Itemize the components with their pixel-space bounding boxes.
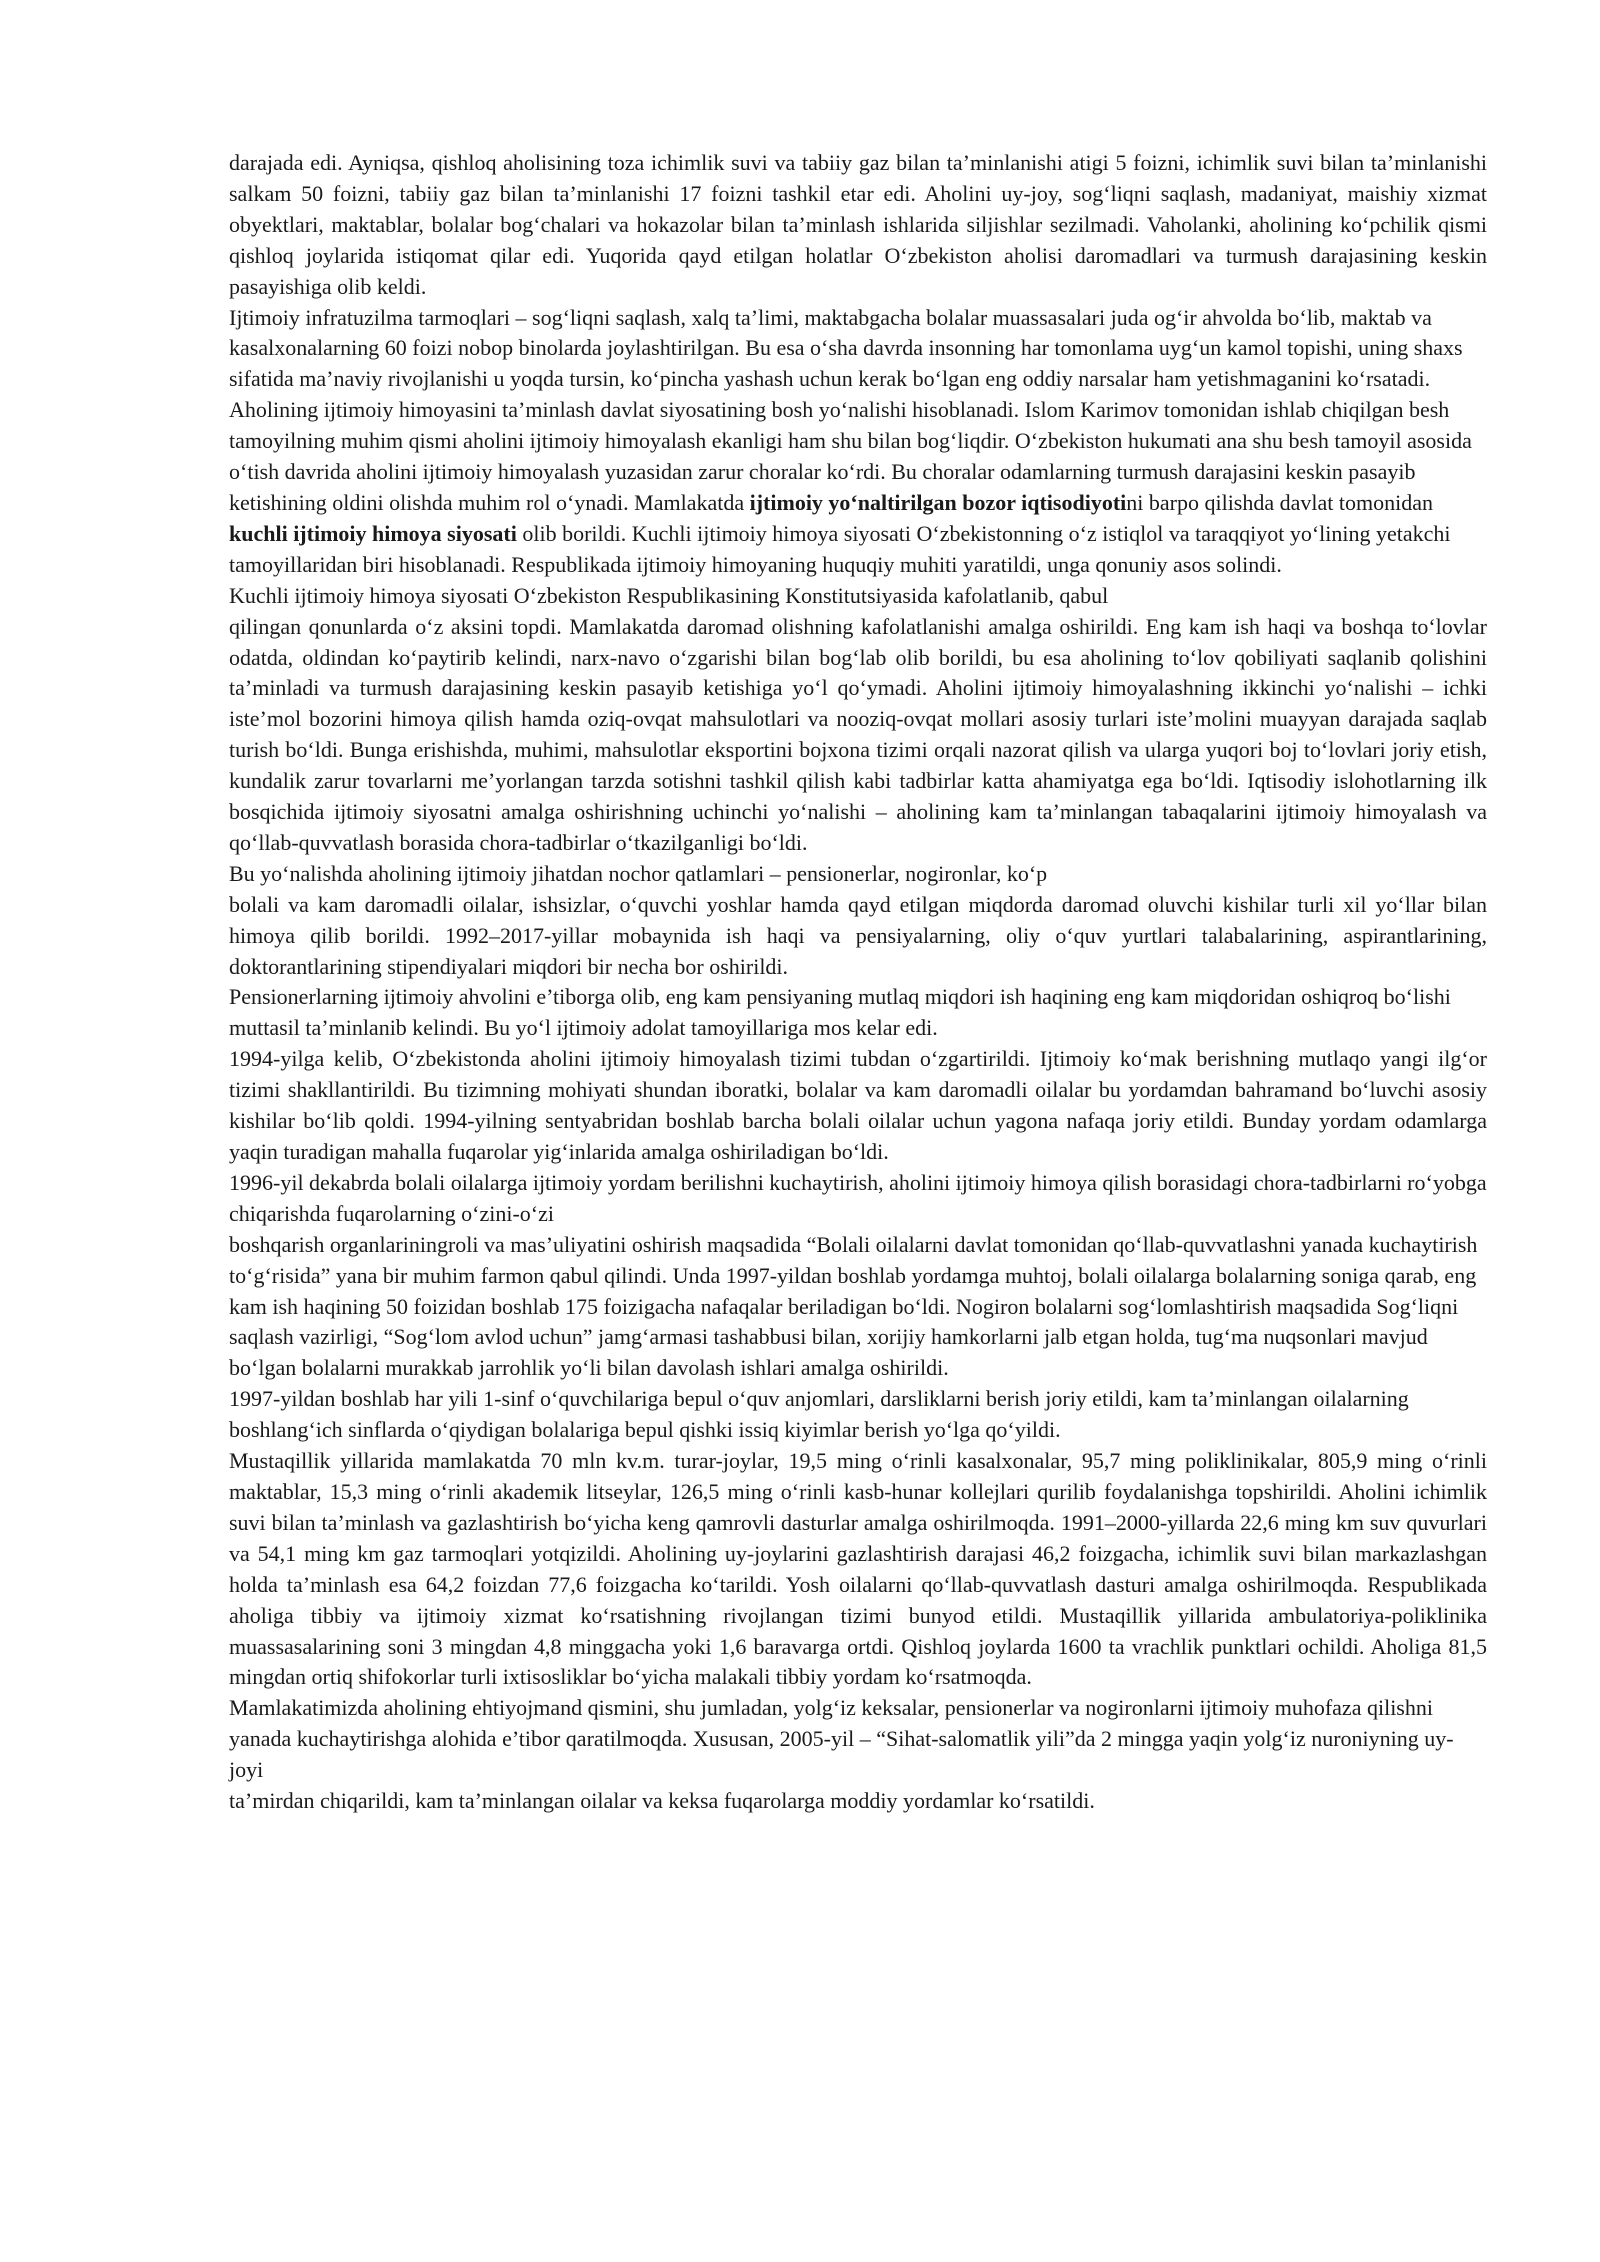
text-run: boshqarish organlariningroli va mas’uliyatini oshirish maqsadida “Bolali oilalarni davlat tomonidan qo‘llab-quvvatlashni yanada kuchaytirish to‘g‘risida” yana bir muhim farmon qabul qilindi. Unda 1997-yildan boshlab yordamga muhtoj, bolali oilalarga bolalarning soniga qarab, eng kam ish haqining 50 foizidan boshlab 175 foizigacha nafaqalar beriladigan bo‘ldi. Nogiron bolalarni sog‘lomlashtirish maqsadida Sog‘liqni saqlash vazirligi, “Sog‘lom avlod uchun” jamg‘armasi tashabbusi bilan, xorijiy hamkorlarni jalb etgan holda, tug‘ma nuqsonlari mavjud bo‘lgan bolalarni murakkab jarrohlik yo‘li bilan davolash ishlari amalga oshirildi. — [229, 1231, 1478, 1381]
paragraph-4 — [229, 581, 1487, 612]
text-run: Mamlakatimizda aholining ehtiyojmand qismini, shu jumladan, yolg‘iz keksalar, pensionerlar va nogironlarni ijtimoiy muhofaza qilishni yanada kuchaytirishga alohida e’tibor qaratilmoqda. Xususan, 2005-yil – “Sihat-salomatlik yili”da 2 mingga yaqin yolg‘iz nuroniyning uy-joyi — [229, 1695, 1454, 1783]
paragraph-2 — [229, 303, 1487, 396]
text-run: darajada edi. Ayniqsa, qishloq aholisining toza ichimlik suvi va tabiiy gaz bilan ta’minlanishi atigi 5 foizni, ichimlik suvi bilan ta’minlanishi salkam 50 foizni, tabiiy gaz bilan ta’minlanishi 17 foizni tashkil etar edi. Aholini uy-joy, sog‘liqni saqlash, madaniyat, maishiy xizmat obyektlari, maktablar, bolalar bog‘chalari va hokazolar bilan ta’minlash ishlarida siljishlar sezilmadi. Vaholanki, aholining ko‘pchilik qismi qishloq joylarida istiqomat qilar edi. Yuqorida qayd etilgan holatlar O‘zbekiston aholisi daromadlari va turmush darajasining keskin pasayishiga olib keldi. — [229, 150, 1487, 299]
text-run: Kuchli ijtimoiy himoya siyosati O‘zbekiston Respublikasining Konstitutsiyasida kafolatlanib, qabul — [229, 582, 1109, 608]
text-run: ta’mirdan chiqarildi, kam ta’minlangan oilalar va keksa fuqarolarga moddiy yordamlar ko‘rsatildi. — [229, 1788, 1095, 1814]
paragraph-11 — [229, 1230, 1487, 1385]
bold-text: kuchli ijtimoiy himoya siyosati — [229, 520, 517, 546]
paragraph-15 — [229, 1786, 1487, 1817]
document-page — [229, 148, 1487, 1817]
text-run: 1994-yilga kelib, O‘zbekistonda aholini ijtimoiy himoyalash tizimi tubdan o‘zgartirildi. Ijtimoiy ko‘mak berishning mutlaqo yangi ilg‘or tizimi shakllantirildi. Bu tizimning mohiyati shundan iboratki, bolalar va kam daromadli oilalar bu yordamdan bahramand bo‘luvchi asosiy kishilar bo‘lib qoldi. 1994-yilning sentyabridan boshlab barcha bolali oilalar uchun yagona nafaqa joriy etildi. Bunday yordam odamlarga yaqin turadigan mahalla fuqarolar yig‘inlarida amalga oshiriladigan bo‘ldi. — [229, 1046, 1487, 1164]
paragraph-3 — [229, 395, 1487, 580]
text-run: Pensionerlarning ijtimoiy ahvolini e’tiborga olib, eng kam pensiyaning mutlaq miqdori ish haqining eng kam miqdoridan oshiqroq bo‘lishi muttasil ta’minlanib kelindi. Bu yo‘l ijtimoiy adolat tamoyillariga mos kelar edi. — [229, 984, 1451, 1041]
text-run: ni barpo qilishda davlat tomonidan — [1126, 489, 1433, 515]
paragraph-12 — [229, 1384, 1487, 1446]
paragraph-13 — [229, 1446, 1487, 1693]
paragraph-5 — [229, 612, 1487, 859]
paragraph-14 — [229, 1693, 1487, 1786]
text-run: Ijtimoiy infratuzilma tarmoqlari – sog‘liqni saqlash, xalq ta’limi, maktabgacha bolalar muassasalari juda og‘ir ahvolda bo‘lib, maktab va kasalxonalarning 60 foizi nobop binolarda joylashtirilgan. Bu esa o‘sha davrda insonning har tomonlama uyg‘un kamol topishi, uning shaxs sifatida ma’naviy rivojlanishi u yoqda tursin, ko‘pincha yashash uchun kerak bo‘lgan eng oddiy narsalar ham yetishmaganini ko‘rsatadi. — [229, 304, 1463, 392]
bold-text: ijtimoiy yo‘naltirilgan bozor iqtisodiyoti — [749, 489, 1127, 515]
text-run: 1996-yil dekabrda bolali oilalarga ijtimoiy yordam berilishni kuchaytirish, aholini ijtimoiy himoya qilish borasidagi chora-tadbirlarni ro‘yobga chiqarishda fuqarolarning o‘zini-o‘zi — [229, 1169, 1487, 1226]
text-run: Mustaqillik yillarida mamlakatda 70 mln kv.m. turar-joylar, 19,5 ming o‘rinli kasalxonalar, 95,7 ming poliklinikalar, 805,9 ming o‘rinli maktablar, 15,3 ming o‘rinli akademik litseylar, 126,5 ming o‘rinli kasb-hunar kollejlari qurilib foydalanishga topshirildi. Aholini ichimlik suvi bilan ta’minlash va gazlashtirish bo‘yicha keng qamrovli dasturlar amalga oshirilmoqda. 1991–2000-yillarda 22,6 ming km suv quvurlari va 54,1 ming km gaz tarmoqlari yotqizildi. Aholining uy-joylarini gazlashtirish darajasi 46,2 foizgacha, ichimlik suvi bilan markazlashgan holda ta’minlash esa 64,2 foizdan 77,6 foizgacha ko‘tarildi. Yosh oilalarni qo‘llab-quvvatlash dasturi amalga oshirilmoqda. Respublikada aholiga tibbiy va ijtimoiy xizmat ko‘rsatishning rivojlangan tizimi bunyod etildi. Mustaqillik yillarida ambulatoriya-poliklinika muassasalarining soni 3 mingdan 4,8 minggacha yoki 1,6 baravarga ortdi. Qishloq joylarda 1600 ta vrachlik punktlari ochildi. Aholiga 81,5 mingdan ortiq shifokorlar turli ixtisosliklar bo‘yicha malakali tibbiy yordam ko‘rsatmoqda. — [229, 1448, 1487, 1690]
text-run: bolali va kam daromadli oilalar, ishsizlar, o‘quvchi yoshlar hamda qayd etilgan miqdorda daromad oluvchi kishilar turli xil yo‘llar bilan himoya qilib borildi. 1992–2017-yillar mobaynida ish haqi va pensiyalarning, oliy o‘quv yurtlari talabalarining, aspirantlarining, doktorantlarining stipendiyalari miqdori bir necha bor oshirildi. — [229, 891, 1487, 979]
text-run: Aholining ijtimoiy himoyasini ta’minlash davlat siyosatining bosh yo‘nalishi hisoblanadi. Islom Karimov tomonidan ishlab chiqilgan besh tamoyilning muhim qismi aholini ijtimoiy himoyalash ekanligi ham shu bilan bog‘liqdir. O‘zbekiston hukumati ana shu besh tamoyil asosida o‘tish davrida aholini ijtimoiy himoyalash yuzasidan zarur choralar ko‘rdi. Bu choralar odamlarning turmush darajasini keskin pasayib ketishining oldini olishda muhim rol o‘ynadi. Mamlakatda — [229, 397, 1472, 515]
text-run: Bu yo‘nalishda aholining ijtimoiy jihatdan nochor qatlamlari – pensionerlar, nogironlar, ko‘p — [229, 860, 1048, 886]
paragraph-9 — [229, 1044, 1487, 1168]
text-run: olib borildi. Kuchli ijtimoiy himoya siyosati O‘zbekistonning o‘z istiqlol va taraqqiyot yo‘lining yetakchi tamoyillaridan biri hisoblanadi. Respublikada ijtimoiy himoyaning huquqiy muhiti yaratildi, unga qonuniy asos solindi. — [229, 520, 1451, 577]
text-run: qilingan qonunlarda o‘z aksini topdi. Mamlakatda daromad olishning kafolatlanishi amalga oshirildi. Eng kam ish haqi va boshqa to‘lovlar odatda, oldindan ko‘paytirib kelindi, narx-navo o‘zgarishi bilan bog‘lab olib borildi, bu esa aholining to‘lov qobiliyati saqlanib qolishini ta’minladi va turmush darajasining keskin pasayib ketishiga yo‘l qo‘ymadi. Aholini ijtimoiy himoyalashning ikkinchi yo‘nalishi – ichki iste’mol bozorini himoya qilish hamda oziq-ovqat mahsulotlari va nooziq-ovqat mollari asosiy turlari iste’molini muayyan darajada saqlab turish bo‘ldi. Bunga erishishda, muhimi, mahsulotlar eksportini bojxona tizimi orqali nazorat qilish va ularga yuqori boj to‘lovlari joriy etish, kundalik zarur tovarlarni me’yorlangan tarzda sotishni tashkil qilish kabi tadbirlar katta ahamiyatga ega bo‘ldi. Iqtisodiy islohotlarning ilk bosqichida ijtimoiy siyosatni amalga oshirishning uchinchi yo‘nalishi – aholining kam ta’minlangan tabaqalarini ijtimoiy himoyalash va qo‘llab-quvvatlash borasida chora-tadbirlar o‘tkazilganligi bo‘ldi. — [229, 613, 1487, 855]
text-run: 1997-yildan boshlab har yili 1-sinf o‘quvchilariga bepul o‘quv anjomlari, darsliklarni berish joriy etildi, kam ta’minlangan oilalarning boshlang‘ich sinflarda o‘qiydigan bolalariga bepul qishki issiq kiyimlar berish yo‘lga qo‘yildi. — [229, 1386, 1409, 1443]
paragraph-1 — [229, 148, 1487, 303]
paragraph-8 — [229, 982, 1487, 1044]
paragraph-7 — [229, 890, 1487, 983]
paragraph-6 — [229, 859, 1487, 890]
paragraph-10 — [229, 1168, 1487, 1230]
